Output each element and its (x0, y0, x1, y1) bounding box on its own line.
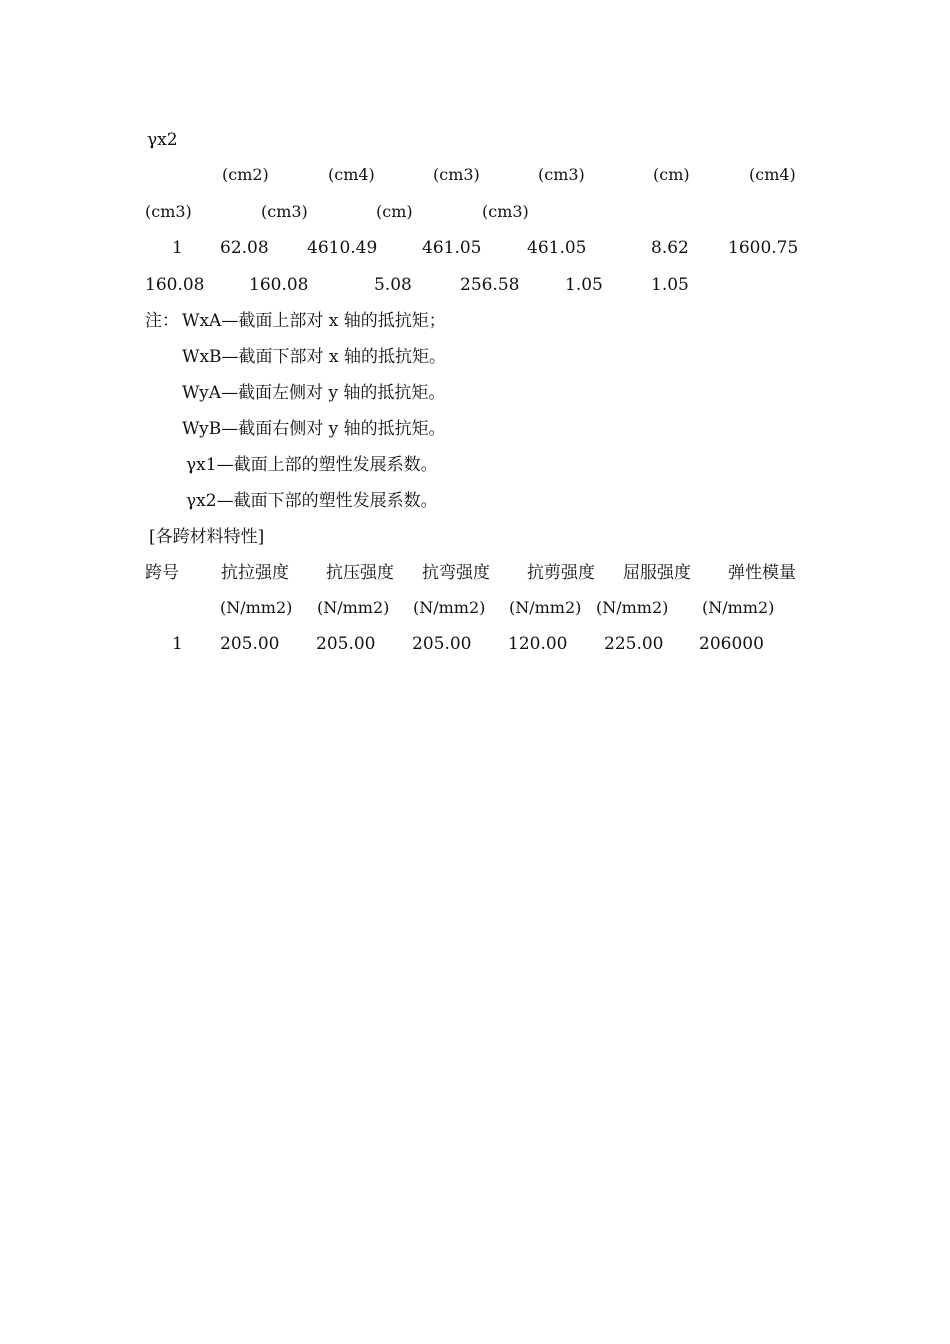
table-cell: 205.00 (220, 634, 280, 654)
table-cell: 1 (172, 634, 183, 654)
column-header: 抗剪强度 (527, 563, 595, 583)
unit-label: (N/mm2) (317, 598, 390, 617)
table-cell: 1.05 (651, 275, 689, 295)
column-header: 抗拉强度 (221, 563, 289, 583)
unit-label: (cm3) (145, 202, 192, 221)
column-header: 抗压强度 (326, 563, 394, 583)
table-cell: 4610.49 (307, 238, 378, 258)
table-cell: 206000 (699, 634, 764, 654)
note-line: WxA—截面上部对 x 轴的抵抗矩； (182, 311, 446, 331)
unit-label: (cm) (653, 165, 690, 184)
unit-label: (N/mm2) (596, 598, 669, 617)
table-cell: 225.00 (604, 634, 664, 654)
unit-label: (cm4) (328, 165, 375, 184)
unit-label: (cm) (376, 202, 413, 221)
table-cell: 62.08 (220, 238, 269, 258)
unit-label: (N/mm2) (509, 598, 582, 617)
unit-label: (N/mm2) (702, 598, 775, 617)
unit-label: (cm4) (749, 165, 796, 184)
table-cell: 205.00 (316, 634, 376, 654)
table-cell: 5.08 (374, 275, 412, 295)
note-line: WxB—截面下部对 x 轴的抵抗矩。 (182, 347, 446, 367)
notes-prefix: 注： (145, 311, 179, 331)
column-header: 弹性模量 (728, 563, 796, 583)
unit-label: (cm2) (222, 165, 269, 184)
table-cell: 256.58 (460, 275, 520, 295)
section-heading: [各跨材料特性] (149, 527, 265, 547)
note-line: WyA—截面左侧对 y 轴的抵抗矩。 (182, 383, 446, 403)
column-header: 抗弯强度 (422, 563, 490, 583)
table-cell: 1600.75 (728, 238, 799, 258)
note-line: WyB—截面右侧对 y 轴的抵抗矩。 (182, 419, 446, 439)
unit-label: (cm3) (482, 202, 529, 221)
table-cell: 120.00 (508, 634, 568, 654)
column-header: 屈服强度 (623, 563, 691, 583)
table-cell: 461.05 (527, 238, 587, 258)
table-cell: 8.62 (651, 238, 689, 258)
unit-label: (cm3) (261, 202, 308, 221)
unit-label: (cm3) (433, 165, 480, 184)
table-cell: 205.00 (412, 634, 472, 654)
column-header: 跨号 (145, 563, 179, 583)
table-cell: 160.08 (249, 275, 309, 295)
unit-label: (N/mm2) (413, 598, 486, 617)
table-cell: 461.05 (422, 238, 482, 258)
table-cell: 160.08 (145, 275, 205, 295)
table-cell: 1 (172, 238, 183, 258)
table-cell: 1.05 (565, 275, 603, 295)
note-line: γx1—截面上部的塑性发展系数。 (186, 455, 438, 475)
unit-label: (cm3) (538, 165, 585, 184)
column-header-gamma-x2: γx2 (147, 130, 178, 150)
unit-label: (N/mm2) (220, 598, 293, 617)
note-line: γx2—截面下部的塑性发展系数。 (186, 491, 438, 511)
